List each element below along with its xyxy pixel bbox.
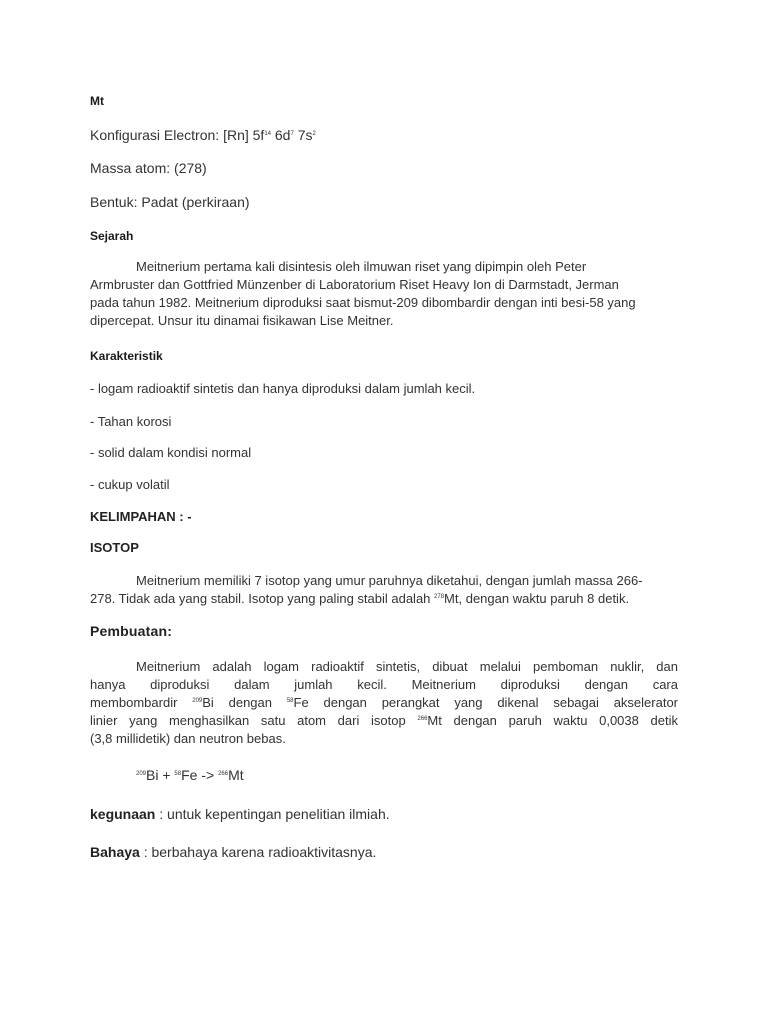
text-run: Mt: [228, 767, 244, 783]
uses-text: : untuk kepentingan penelitian ilmiah.: [155, 806, 390, 822]
mass-number-sup: 278: [434, 594, 445, 600]
list-item: - solid dalam kondisi normal: [90, 445, 252, 460]
paragraph-line: [90, 694, 678, 712]
config-text: Konfigurasi Electron: [Rn] 5f: [90, 127, 265, 143]
paragraph-line: [90, 590, 678, 608]
danger-line: [90, 844, 376, 860]
text-run: Fe dengan perangkat yang dikenal sebagai akselerator: [293, 695, 678, 710]
list-item: - cukup volatil: [90, 477, 170, 492]
abundance-heading: KELIMPAHAN : -: [90, 509, 192, 524]
paragraph-line: [90, 712, 678, 730]
text-run: Fe ->: [181, 767, 219, 783]
uses-label: kegunaan: [90, 806, 156, 822]
mass-number-sup: 58: [174, 771, 182, 777]
list-item: - logam radioaktif sintetis dan hanya diproduksi dalam jumlah kecil.: [90, 381, 476, 396]
mass-number-sup: 209: [192, 698, 203, 704]
document-page: [90, 0, 678, 1024]
text-run: linier yang menghasilkan satu atom dari isotop: [90, 713, 418, 728]
config-text: 6d: [271, 127, 291, 143]
paragraph-line: (3,8 millidetik) dan neutron bebas.: [90, 731, 286, 746]
danger-text: : berbahaya karena radioaktivitasnya.: [139, 844, 377, 860]
config-sup: 14: [264, 131, 271, 137]
atomic-mass: Massa atom: (278): [90, 160, 207, 176]
text-run: Mt, dengan waktu paruh 8 detik.: [444, 591, 630, 606]
isotope-paragraph: [90, 572, 678, 608]
paragraph-line: hanya diproduksi dalam jumlah kecil. Meitnerium diproduksi dengan cara: [90, 677, 678, 692]
element-symbol: Mt: [90, 94, 104, 108]
physical-form: Bentuk: Padat (perkiraan): [90, 194, 250, 210]
text-run: Bi dengan: [202, 695, 287, 710]
mass-number-sup: 266: [218, 771, 229, 777]
characteristics-heading: Karakteristik: [90, 349, 163, 363]
production-heading: Pembuatan:: [90, 623, 173, 639]
config-text: 7s: [293, 127, 313, 143]
history-heading: Sejarah: [90, 229, 134, 243]
config-sup: 7: [290, 131, 294, 137]
text-run: Mt dengan paruh waktu 0,0038 detik: [427, 713, 679, 728]
production-paragraph: [90, 658, 678, 748]
paragraph-line: Armbruster dan Gottfried Münzenber di Laboratorium Riset Heavy Ion di Darmstadt, Jerman: [90, 277, 619, 292]
uses-line: [90, 806, 390, 822]
mass-number-sup: 58: [286, 698, 294, 704]
paragraph-line: Meitnerium pertama kali disintesis oleh ilmuwan riset yang dipimpin oleh Peter: [136, 259, 587, 274]
text-run: membombardir: [90, 695, 193, 710]
paragraph-line: Meitnerium memiliki 7 isotop yang umur paruhnya diketahui, dengan jumlah massa 266-: [136, 573, 643, 588]
isotope-heading: ISOTOP: [90, 540, 139, 555]
list-item: - Tahan korosi: [90, 414, 172, 429]
danger-label: Bahaya: [90, 844, 140, 860]
electron-configuration: [90, 127, 316, 143]
config-sup: 2: [312, 131, 316, 137]
text-run: Bi +: [146, 767, 175, 783]
paragraph-line: Meitnerium adalah logam radioaktif sintetis, dibuat melalui pemboman nuklir, dan: [136, 659, 678, 674]
mass-number-sup: 209: [136, 771, 147, 777]
text-run: 278. Tidak ada yang stabil. Isotop yang paling stabil adalah: [90, 591, 435, 606]
paragraph-line: dipercepat. Unsur itu dinamai fisikawan Lise Meitner.: [90, 313, 394, 328]
history-paragraph: [90, 258, 678, 330]
mass-number-sup: 266: [417, 716, 428, 722]
paragraph-line: pada tahun 1982. Meitnerium diproduksi saat bismut-209 dibombardir dengan inti besi-58 yang: [90, 295, 636, 310]
nuclear-reaction-equation: [90, 767, 244, 783]
